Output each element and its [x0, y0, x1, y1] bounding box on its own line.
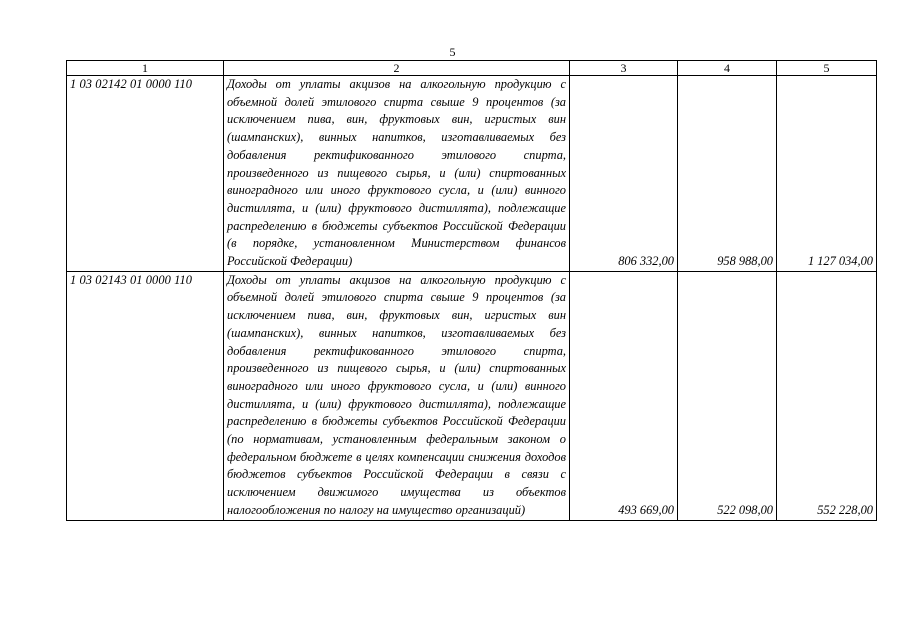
table-header-row [67, 61, 877, 76]
revenue-table [66, 60, 877, 521]
amount-col5: 1 127 034,00 [777, 76, 877, 272]
column-header: 2 [224, 61, 570, 76]
amount-col4: 522 098,00 [678, 271, 777, 520]
revenue-description: Доходы от уплаты акцизов на алкогольную продукцию с объемной долей этилового спирта свыше 9 процентов (за исключением пива, вин, фруктовых вин, игристых вин (шампанских), винных напитков, изготавливаемых без добавления ректификованного этилового спирта, произведенного из пищевого сырья, и (или) спиртованных виноградного или иного фруктового сусла, и (или) винного дистиллята, и (или) фруктового дистиллята), подлежащие распределению в бюджеты субъектов Российской Федерации (по нормативам, установленным федеральным законом о федеральном бюджете в целях компенсации снижения доходов бюджетов субъектов Российской Федерации в связи с исключением движимого имущества из объектов налогообложения по налогу на имущество организаций) [224, 271, 570, 520]
table-row [67, 76, 877, 272]
page-number: 5 [449, 45, 456, 59]
budget-classification-code: 1 03 02142 01 0000 110 [67, 76, 224, 272]
budget-classification-code: 1 03 02143 01 0000 110 [67, 271, 224, 520]
amount-col5: 552 228,00 [777, 271, 877, 520]
amount-col3: 493 669,00 [570, 271, 678, 520]
amount-col4: 958 988,00 [678, 76, 777, 272]
column-header: 3 [570, 61, 678, 76]
amount-col3: 806 332,00 [570, 76, 678, 272]
revenue-description: Доходы от уплаты акцизов на алкогольную продукцию с объемной долей этилового спирта свыше 9 процентов (за исключением пива, вин, фруктовых вин, игристых вин (шампанских), винных напитков, изготавливаемых без добавления ректификованного этилового спирта, произведенного из пищевого сырья, и (или) спиртованных виноградного или иного фруктового сусла, и (или) винного дистиллята, и (или) фруктового дистиллята), подлежащие распределению в бюджеты субъектов Российской Федерации (в порядке, установленном Министерством финансов Российской Федерации) [224, 76, 570, 272]
table-row [67, 271, 877, 520]
column-header: 4 [678, 61, 777, 76]
column-header: 1 [67, 61, 224, 76]
column-header: 5 [777, 61, 877, 76]
